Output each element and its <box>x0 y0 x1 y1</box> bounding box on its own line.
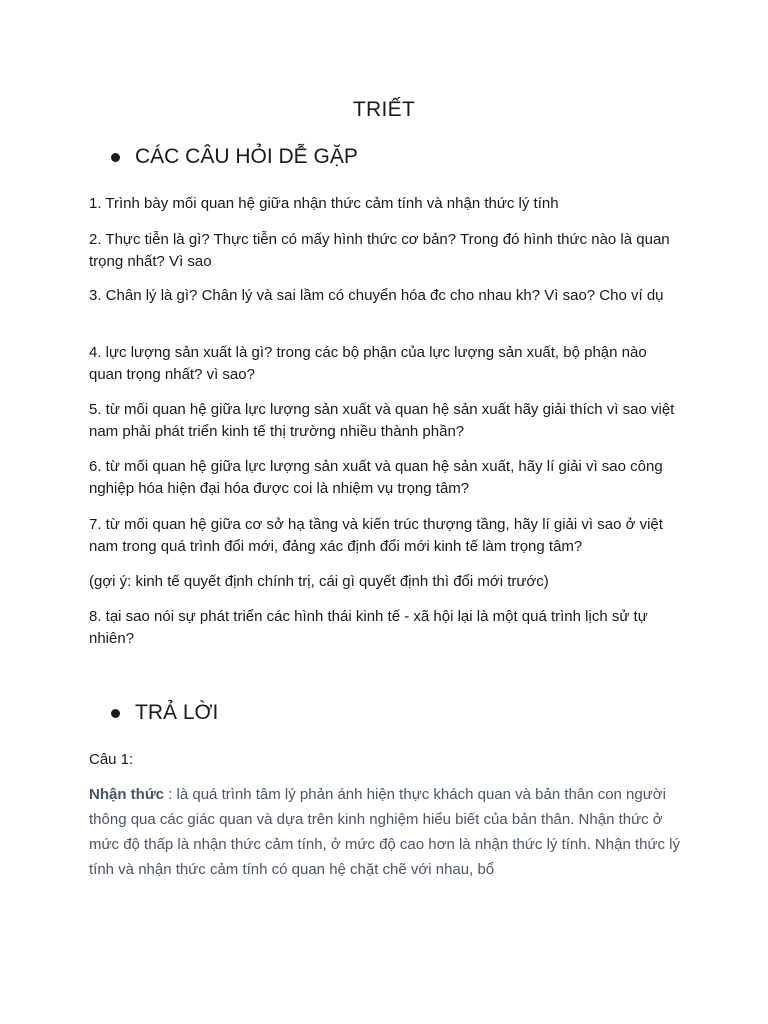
answer-term: Nhận thức <box>89 786 165 803</box>
question-7-hint: (gợi ý: kinh tế quyết định chính trị, cái gì quyết định thì đổi mới trước) <box>89 573 549 590</box>
question-6: 6. từ mối quan hệ giữa lực lượng sản xuất và quan hệ sản xuất, hãy lí giải vì sao công nghiệp hóa hiện đại hóa được coi là nhiệm vụ trọng tâm? <box>89 458 663 497</box>
bullet-icon <box>111 709 120 718</box>
answer-label: Câu 1: <box>89 751 134 768</box>
document-title: TRIẾT <box>352 98 416 121</box>
bullet-icon <box>111 153 120 162</box>
section-heading-answers <box>111 701 218 725</box>
question-7: 7. từ mối quan hệ giữa cơ sở hạ tầng và kiến trúc thượng tầng, hãy lí giải vì sao ở việt nam trong quá trình đổi mới, đảng xác định đổi mới kinh tế làm trọng tâm? <box>89 516 663 555</box>
question-8: 8. tại sao nói sự phát triển các hình thái kinh tế - xã hội lại là một quá trình lịch sử tự nhiên? <box>89 608 648 647</box>
question-1: 1. Trình bày mối quan hệ giữa nhận thức cảm tính và nhận thức lý tính <box>89 195 559 212</box>
question-4: 4. lực lượng sản xuất là gì? trong các bộ phận của lực lượng sản xuất, bộ phận nào quan trọng nhất? vì sao? <box>89 344 647 383</box>
question-3: 3. Chân lý là gì? Chân lý và sai lầm có chuyển hóa đc cho nhau kh? Vì sao? Cho ví dụ <box>89 287 664 304</box>
answer-body: : là quá trình tâm lý phản ánh hiện thực khách quan và bản thân con người thông qua các giác quan và dựa trên kinh nghiệm hiểu biết của bản thân. Nhận thức ở mức độ thấp là nhận thức cảm tính, ở mức độ cao hơn là nhận thức lý tính. Nhận thức lý tính và nhận thức cảm tính có quan hệ chặt chẽ với nhau, bổ <box>89 786 681 878</box>
section-heading-text: CÁC CÂU HỎI DỄ GẶP <box>135 145 358 168</box>
section-heading-text: TRẢ LỜI <box>135 701 219 724</box>
question-5: 5. từ mối quan hệ giữa lực lượng sản xuất và quan hệ sản xuất hãy giải thích vì sao việt nam phải phát triển kinh tế thị trường nhiều thành phần? <box>89 401 675 440</box>
question-2: 2. Thực tiễn là gì? Thực tiễn có mấy hình thức cơ bản? Trong đó hình thức nào là quan trọng nhất? Vì sao <box>89 231 670 270</box>
section-heading-questions <box>111 145 358 169</box>
answer-paragraph <box>89 782 681 882</box>
